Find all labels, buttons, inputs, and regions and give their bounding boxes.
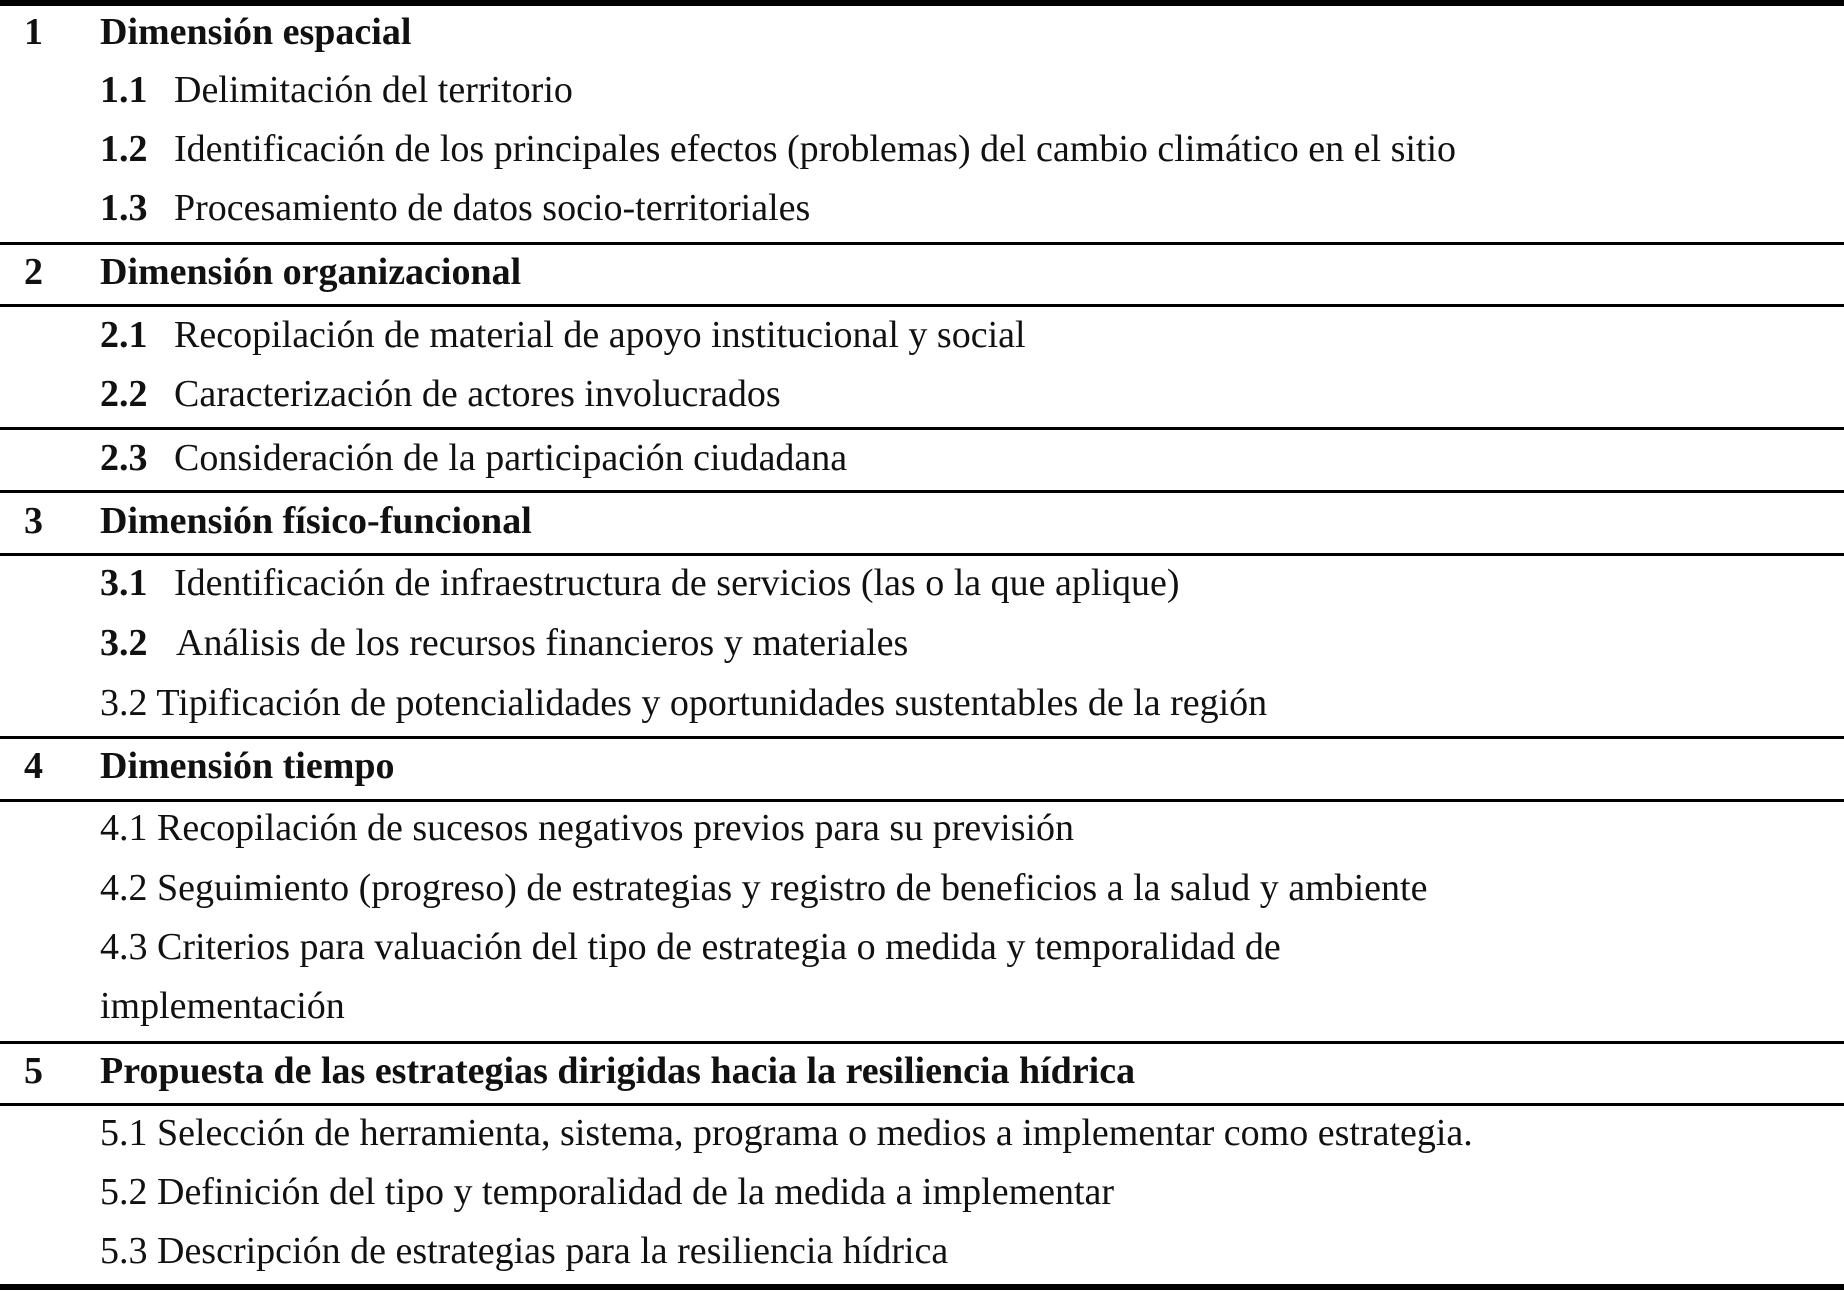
rule: [0, 736, 1844, 739]
list-item: [0, 68, 1844, 112]
item-number: 3.1: [100, 562, 148, 604]
item-text: 3.2 Tipificación de potencialidades y oportunidades sustentables de la región: [100, 682, 1268, 724]
item-number: 1.1: [100, 69, 148, 111]
list-item: [0, 621, 1844, 665]
section-header: [0, 250, 1844, 294]
section-number: 3: [24, 500, 43, 542]
rule: [0, 304, 1844, 307]
item-number: 1.2: [100, 128, 148, 170]
item-number: 2.2: [100, 373, 148, 415]
list-item: [0, 1111, 1844, 1155]
item-text: 5.2 Definición del tipo y temporalidad de la medida a implementar: [100, 1171, 1115, 1213]
item-text: Procesamiento de datos socio-territoriales: [174, 187, 811, 229]
rule: [0, 1041, 1844, 1044]
list-item: [0, 561, 1844, 605]
table-bottom-rule: [0, 1284, 1844, 1290]
list-item: [0, 313, 1844, 357]
section-header: [0, 10, 1844, 54]
item-text: Identificación de infraestructura de servicios (las o la que aplique): [174, 562, 1180, 604]
section-title: Propuesta de las estrategias dirigidas hacia la resiliencia hídrica: [100, 1050, 1136, 1092]
rule: [0, 799, 1844, 802]
item-number: 2.3: [100, 437, 148, 479]
rule: [0, 242, 1844, 245]
list-item: [0, 186, 1844, 230]
section-number: 5: [24, 1050, 43, 1092]
item-text: Consideración de la participación ciudadana: [174, 437, 848, 479]
section-header: [0, 499, 1844, 543]
item-text: 4.3 Criterios para valuación del tipo de estrategia o medida y temporalidad de: [100, 926, 1281, 968]
section-title: Dimensión espacial: [100, 11, 412, 53]
item-text: Delimitación del territorio: [174, 69, 573, 111]
item-text: Análisis de los recursos financieros y materiales: [176, 622, 909, 664]
item-text: 5.1 Selección de herramienta, sistema, programa o medios a implementar como estrategia.: [100, 1112, 1473, 1154]
rule: [0, 1103, 1844, 1106]
table-top-rule: [0, 0, 1844, 6]
section-header: [0, 1049, 1844, 1093]
section-title: Dimensión organizacional: [100, 251, 522, 293]
section-number: 1: [24, 11, 43, 53]
item-text: 4.1 Recopilación de sucesos negativos previos para su previsión: [100, 807, 1075, 849]
section-number: 2: [24, 251, 43, 293]
item-text: 4.2 Seguimiento (progreso) de estrategias y registro de beneficios a la salud y ambiente: [100, 867, 1428, 909]
list-item-continuation: [0, 984, 1844, 1028]
list-item: [0, 1170, 1844, 1214]
item-text: implementación: [100, 985, 345, 1027]
rule: [0, 553, 1844, 556]
item-number: 1.3: [100, 187, 148, 229]
section-title: Dimensión físico-funcional: [100, 500, 532, 542]
item-text: Identificación de los principales efectos (problemas) del cambio climático en el sitio: [174, 128, 1457, 170]
item-number: 2.1: [100, 314, 148, 356]
item-text: 5.3 Descripción de estrategias para la resiliencia hídrica: [100, 1230, 949, 1272]
list-item: [0, 806, 1844, 850]
item-text: Caracterización de actores involucrados: [174, 373, 781, 415]
list-item: [0, 866, 1844, 910]
item-text: Recopilación de material de apoyo institucional y social: [174, 314, 1026, 356]
list-item: [0, 925, 1844, 969]
item-number: 3.2: [100, 622, 148, 664]
section-title: Dimensión tiempo: [100, 745, 395, 787]
list-item: [0, 127, 1844, 171]
list-item: [0, 436, 1844, 480]
list-item: [0, 681, 1844, 725]
rule: [0, 490, 1844, 493]
list-item: [0, 372, 1844, 416]
rule: [0, 427, 1844, 430]
list-item: [0, 1229, 1844, 1273]
section-number: 4: [24, 745, 43, 787]
section-header: [0, 744, 1844, 788]
